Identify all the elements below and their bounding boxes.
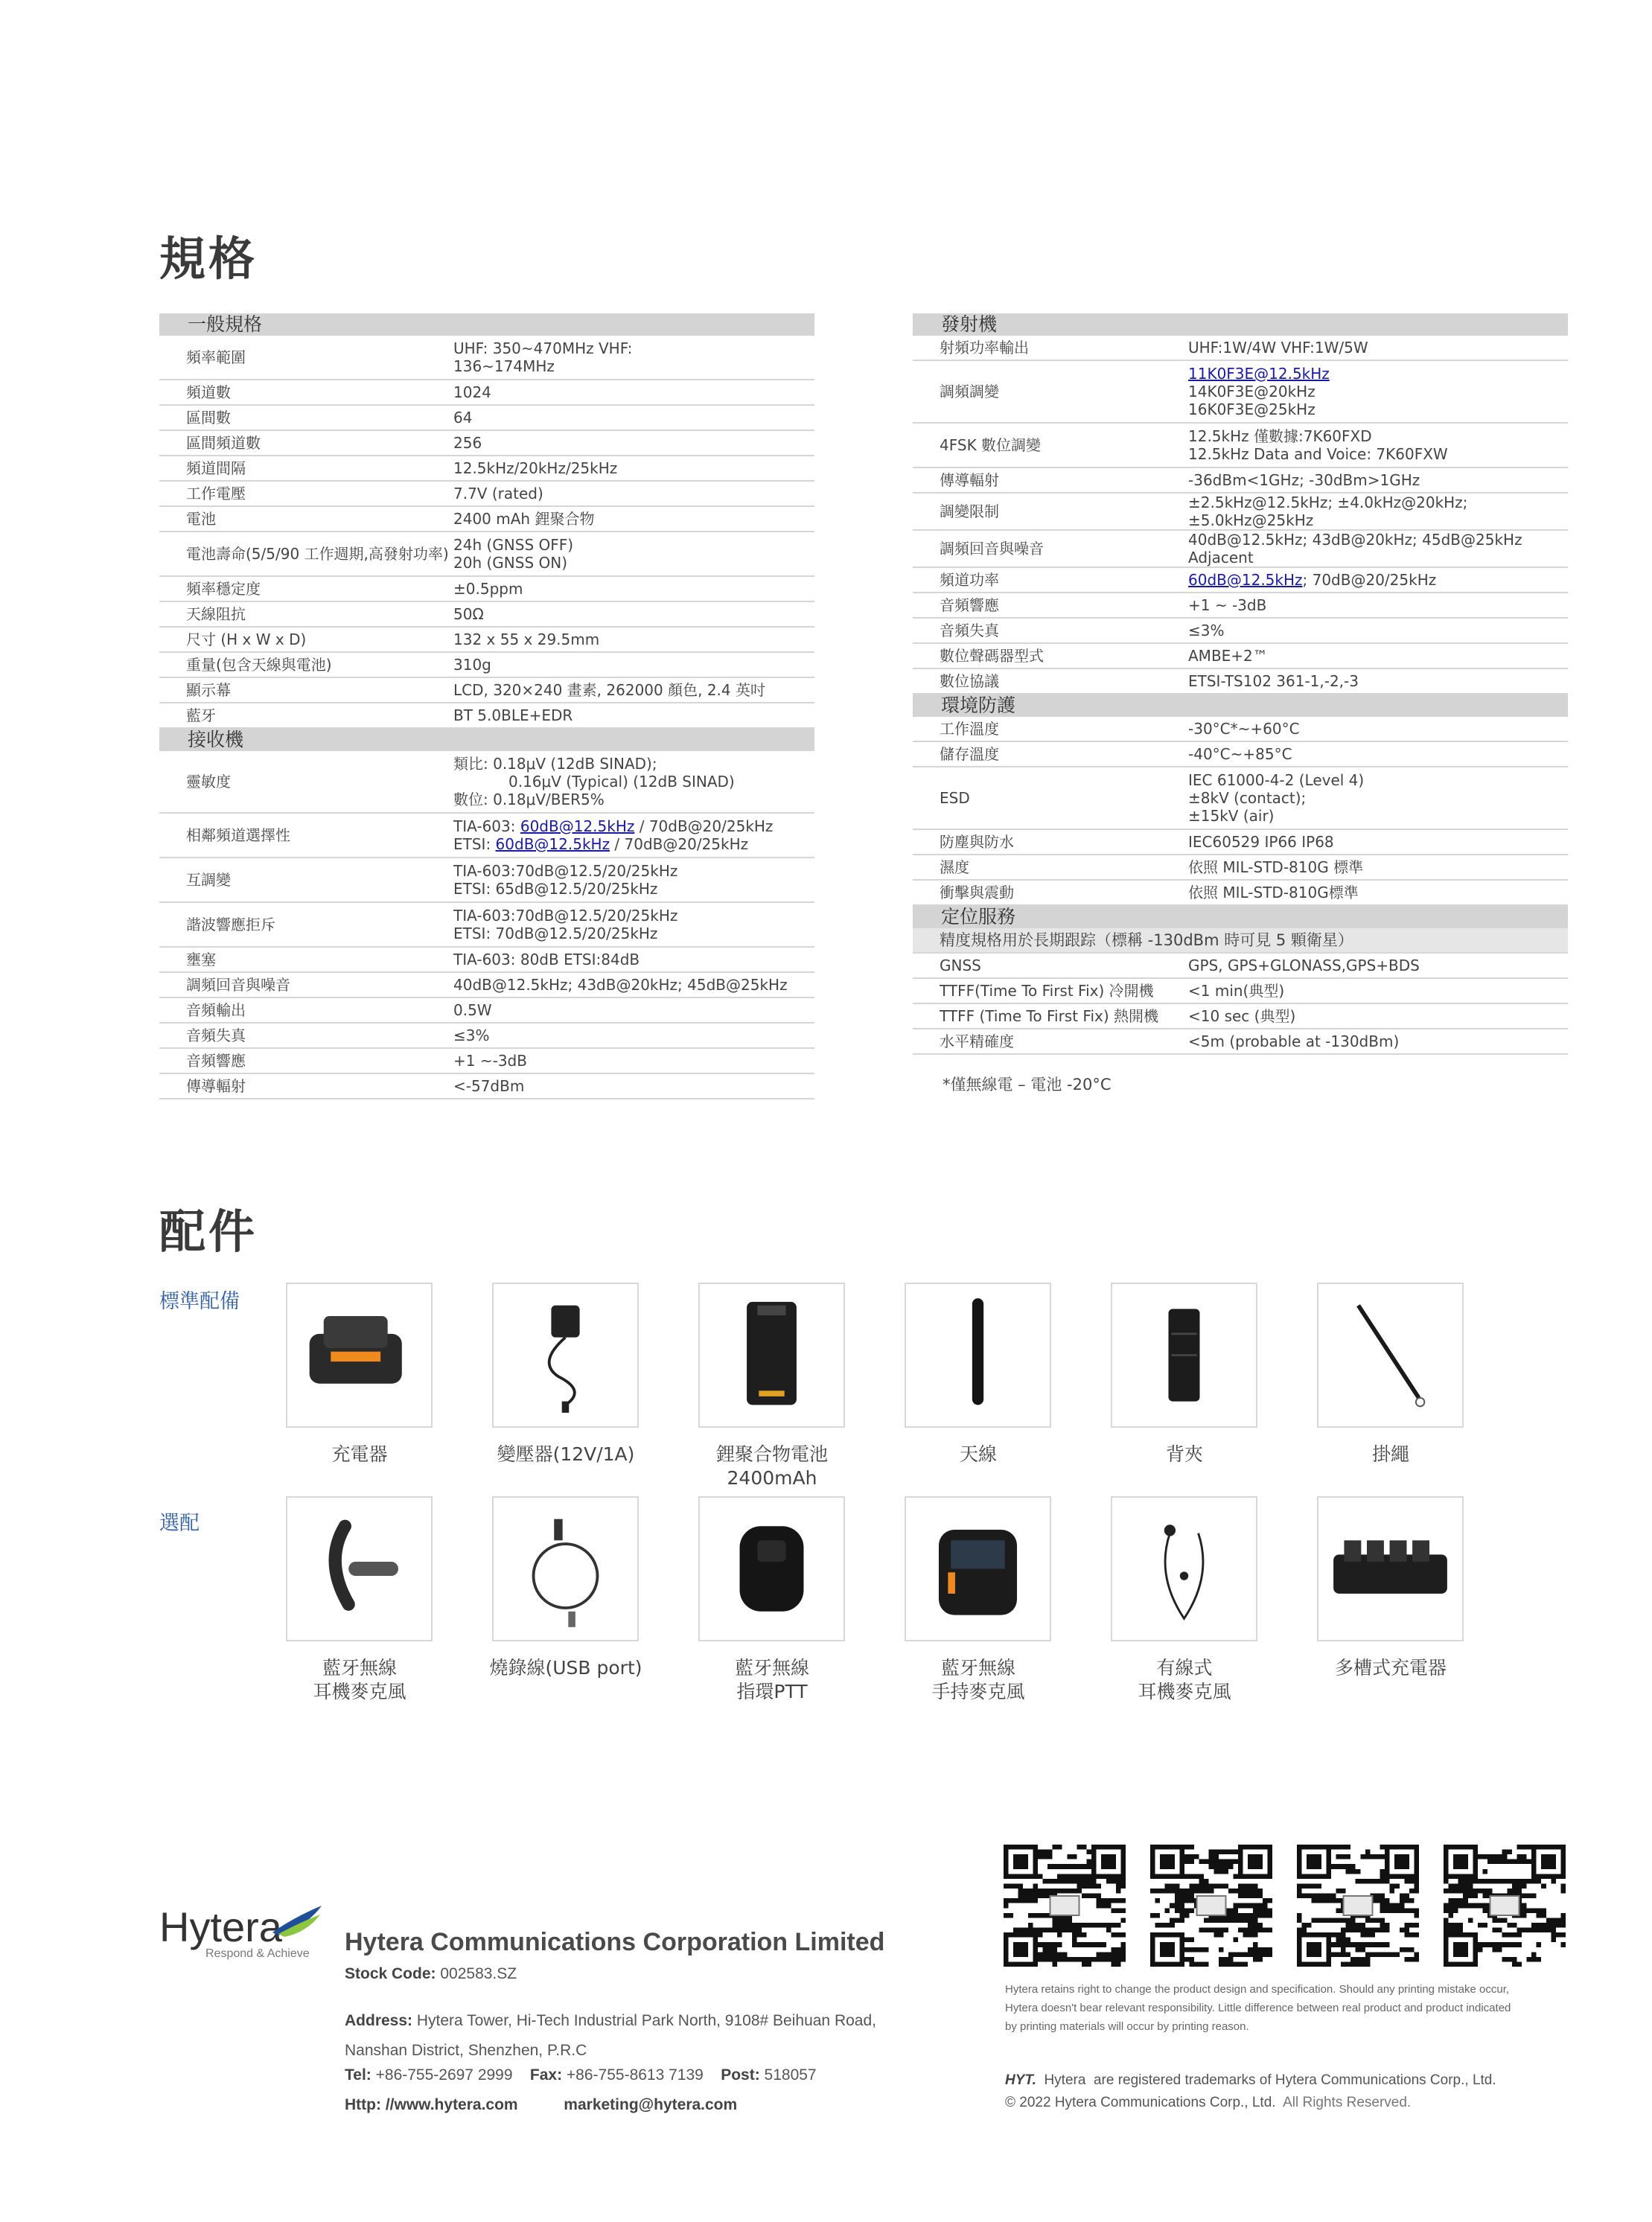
spec-value-line: -30°C*~+60°C: [1188, 720, 1300, 738]
spec-key: 水平精確度: [940, 1032, 1014, 1050]
spec-key: 調頻調變: [940, 383, 999, 400]
spec-link[interactable]: 60dB@12.5kHz: [1188, 571, 1303, 589]
spec-value-line: 50Ω: [453, 605, 484, 623]
spec-value: [453, 339, 814, 375]
website-link[interactable]: //www.hytera.com: [385, 2096, 518, 2113]
accessory-image: [698, 1283, 845, 1428]
spec-row: [913, 669, 1568, 695]
spec-row: [159, 507, 814, 532]
spec-value: [453, 580, 814, 598]
spec-value: [453, 1077, 814, 1095]
spec-value-line: LCD, 320×240 畫素, 262000 顏色, 2.4 英吋: [453, 681, 765, 699]
spec-value-line: ETSI: 65dB@12.5/20/25kHz: [453, 880, 658, 898]
spec-value-line: TIA-603:70dB@12.5/20/25kHz: [453, 862, 678, 880]
address: [345, 2006, 876, 2066]
spec-row: [159, 653, 814, 678]
spec-value: [1188, 957, 1568, 974]
qr-code-icon: [1297, 1845, 1419, 1967]
spec-value: [1188, 471, 1568, 489]
spec-row: [913, 593, 1568, 619]
qr-code-icon: [1004, 1845, 1126, 1967]
spec-key: 工作電壓: [186, 485, 246, 502]
fax-label: Fax:: [529, 2066, 563, 2084]
spec-value-line: 132 x 55 x 29.5mm: [453, 630, 600, 648]
spec-value: [1188, 365, 1568, 418]
spec-value: [453, 1027, 814, 1044]
spec-value-line: ETSI: 70dB@12.5/20/25kHz: [453, 925, 658, 942]
spec-value-line: 0.16μV (Typical) (12dB SINAD): [508, 773, 735, 791]
spec-link[interactable]: 60dB@12.5kHz: [495, 835, 610, 853]
spec-key: 天線阻抗: [186, 605, 246, 623]
spec-value: [1188, 622, 1568, 639]
spec-value: [453, 605, 814, 623]
spec-value: [1188, 1032, 1568, 1050]
belt-clip-icon: [1112, 1284, 1256, 1429]
accessory-image: [1111, 1496, 1257, 1641]
spec-value-line: AMBE+2™: [1188, 647, 1268, 665]
spec-value: [453, 862, 814, 898]
spec-key: 音頻響應: [186, 1052, 246, 1070]
spec-value: [1188, 745, 1568, 763]
disclaimer-line: Hytera doesn't bear relevant responsibility. Little difference between real product and product indicated: [1005, 2002, 1511, 2014]
spec-value: [453, 485, 814, 502]
accessory-caption: 藍牙無線 手持麥克風: [931, 1657, 1025, 1702]
spec-key: 音頻響應: [940, 596, 999, 614]
spec-key: 頻道功率: [940, 571, 999, 589]
spec-value-line: 310g: [453, 656, 491, 674]
accessory-caption: 有線式 耳機麥克風: [1138, 1657, 1231, 1702]
spec-value: [1188, 571, 1568, 589]
spec-value: [453, 976, 814, 994]
spec-key: 頻率穩定度: [186, 580, 261, 598]
rights-text: All Rights Reserved.: [1283, 2095, 1412, 2110]
section-header-positioning: [913, 906, 1568, 928]
spec-key: 頻道間隔: [186, 459, 246, 477]
spec-key: 射頻功率輸出: [940, 339, 1029, 357]
spec-row: [913, 494, 1568, 531]
standard-label: 標準配備: [159, 1290, 240, 1313]
spec-value-line: -40°C~+85°C: [1188, 745, 1292, 763]
accessory-caption: 燒錄線(USB port): [489, 1657, 642, 1679]
trademark-text: are registered trademarks of Hytera Communications Corp., Ltd.: [1093, 2072, 1496, 2088]
spec-value-line: 類比: 0.18μV (12dB SINAD);: [453, 755, 657, 773]
spec-value-line: TIA-603: 80dB ETSI:84dB: [453, 951, 640, 968]
spec-key: 傳導輻射: [186, 1077, 246, 1095]
section-title: 發射機: [941, 313, 998, 335]
spec-row: [159, 814, 814, 858]
speaker-mic-icon: [906, 1498, 1050, 1643]
tel-value: +86-755-2697 2999: [375, 2066, 513, 2084]
disclaimer-line: by printing materials will occur by printing reason.: [1005, 2020, 1249, 2033]
spec-link[interactable]: 60dB@12.5kHz: [520, 817, 635, 835]
spec-row: [913, 767, 1568, 830]
spec-value: [453, 706, 814, 724]
spec-row: [913, 424, 1568, 468]
spec-key: GNSS: [940, 957, 981, 974]
section-title: 接收機: [188, 729, 244, 750]
spec-value: [1188, 771, 1568, 825]
copyright-line: [1005, 2095, 1411, 2111]
spec-row: [159, 751, 814, 814]
stock-code: [345, 1965, 517, 1983]
spec-value: [1188, 339, 1568, 357]
accessory-caption: 天線: [959, 1443, 997, 1465]
spec-key: 頻率範圍: [186, 348, 246, 366]
spec-row: [913, 568, 1568, 593]
section-title: 定位服務: [941, 906, 1016, 928]
section-title: 一般規格: [188, 313, 263, 335]
spec-value-line: 12.5kHz Data and Voice: 7K60FXW: [1188, 445, 1448, 463]
spec-value: [453, 630, 814, 648]
contact-line: [345, 2066, 817, 2084]
logo-wordmark: Hytera: [159, 1903, 282, 1950]
spec-value-line: <5m (probable at -130dBm): [1188, 1032, 1400, 1050]
spec-value-line: 16K0F3E@25kHz: [1188, 400, 1315, 418]
spec-key: ESD: [940, 789, 970, 807]
accessories-title: 配件: [159, 1204, 258, 1259]
spec-value-line: ≤3%: [453, 1027, 490, 1044]
company-name: Hytera Communications Corporation Limited: [345, 1928, 885, 1956]
hyt-logo: HYT.: [1005, 2072, 1036, 2088]
spec-value-line: [1188, 365, 1563, 383]
spec-row: [159, 948, 814, 973]
spec-value-line: 12.5kHz/20kHz/25kHz: [453, 459, 618, 477]
spec-row: [159, 1049, 814, 1074]
spec-key: 電池: [186, 510, 216, 528]
spec-value-line: ±15kV (air): [1188, 807, 1275, 825]
spec-link[interactable]: 11K0F3E@12.5kHz: [1188, 365, 1330, 383]
spec-value-line: 1024: [453, 383, 491, 401]
spec-value: [453, 907, 814, 942]
spec-value: [453, 459, 814, 477]
accessory-caption: 藍牙無線 指環PTT: [734, 1657, 809, 1702]
accessory-image: [1317, 1283, 1464, 1428]
spec-row: [159, 628, 814, 653]
stock-value: 002583.SZ: [440, 1965, 517, 1982]
logo-tagline: Respond & Achieve: [205, 1947, 310, 1960]
spec-value-line: +1 ~-3dB: [453, 1052, 527, 1070]
accessory-caption: 多槽式充電器: [1334, 1657, 1447, 1679]
accessory-caption: 背夾: [1165, 1443, 1203, 1465]
spec-key: 尺寸 (H x W x D): [186, 630, 307, 648]
accessory-caption: 鋰聚合物電池 2400mAh: [715, 1443, 828, 1489]
disclaimer-line: Hytera retains right to change the product design and specification. Should any printing mistake occur,: [1005, 1983, 1510, 1996]
spec-value: [453, 510, 814, 528]
spec-value-line: 依照 MIL-STD-810G 標準: [1188, 858, 1364, 876]
section-header-general: [159, 313, 814, 336]
spec-value-line: 40dB@12.5kHz; 43dB@20kHz; 45dB@25kHz: [453, 976, 788, 994]
optional-label: 選配: [159, 1512, 200, 1535]
spec-value: [453, 383, 814, 401]
accessory-image: [1111, 1283, 1257, 1428]
tel-label: Tel:: [345, 2066, 371, 2084]
usb-cable-icon: [494, 1498, 637, 1643]
bt-earpiece-icon: [287, 1498, 431, 1643]
spec-value-line: 60dB@12.5kHz; 70dB@20/25kHz: [1188, 571, 1437, 589]
spec-value-line: ≤3%: [1188, 622, 1225, 639]
spec-row: [159, 678, 814, 703]
strap-icon: [1318, 1284, 1462, 1429]
spec-key: TTFF(Time To First Fix) 冷開機: [940, 982, 1154, 1000]
spec-left-column: [159, 313, 814, 1099]
spec-row: [913, 881, 1568, 906]
spec-value: [453, 536, 814, 572]
spec-value-line: 0.5W: [453, 1001, 492, 1019]
adapter-icon: [494, 1284, 637, 1429]
spec-row: [913, 1004, 1568, 1029]
spec-key: 靈敏度: [186, 773, 231, 791]
spec-key: 調頻回音與噪音: [186, 976, 290, 994]
spec-row: [913, 468, 1568, 494]
spec-key: 防塵與防水: [940, 833, 1014, 851]
spec-key: 音頻輸出: [186, 1001, 246, 1019]
spec-row: [913, 644, 1568, 669]
accessory-image: [1317, 1496, 1464, 1641]
spec-value-line: 7.7V (rated): [453, 485, 543, 502]
spec-value: [1188, 833, 1568, 851]
spec-key: 數位協議: [940, 672, 999, 690]
http-label: Http:: [345, 2096, 381, 2113]
spec-key: 傳導輻射: [940, 471, 999, 489]
spec-key: 相鄰頻道選擇性: [186, 826, 290, 844]
spec-value-line: <10 sec (典型): [1188, 1007, 1296, 1025]
spec-value-line: <-57dBm: [453, 1077, 525, 1095]
antenna-icon: [906, 1284, 1050, 1429]
positioning-note-row: [913, 928, 1568, 954]
address-label: Address:: [345, 2012, 413, 2029]
spec-row: [159, 602, 814, 628]
spec-value-line: IEC60529 IP66 IP68: [1188, 833, 1334, 851]
spec-value: [453, 1052, 814, 1070]
spec-value: [453, 817, 814, 853]
hytera-logo: [159, 1903, 316, 1965]
spec-value: [1188, 596, 1568, 614]
spec-value-line: 64: [453, 409, 473, 427]
spec-value: [1188, 982, 1568, 1000]
spec-value: [453, 656, 814, 674]
spec-row: [159, 532, 814, 577]
section-header-receiver: [159, 729, 814, 751]
accessory-image: [286, 1496, 433, 1641]
copyright-text: © 2022 Hytera Communications Corp., Ltd.: [1005, 2095, 1276, 2110]
spec-row: [913, 855, 1568, 881]
spec-key: 調變限制: [940, 502, 999, 520]
spec-value: [1188, 427, 1568, 463]
spec-value-line: 136~174MHz: [453, 357, 555, 375]
spec-value: [1188, 647, 1568, 665]
ring-ptt-icon: [700, 1498, 843, 1643]
spec-key: 諧波響應拒斥: [186, 916, 275, 933]
spec-value: [453, 434, 814, 452]
disclaimer: [1005, 1980, 1511, 2036]
spec-value: [1188, 720, 1568, 738]
spec-value: [1188, 531, 1568, 566]
accessory-caption: 充電器: [331, 1443, 388, 1465]
accessory-caption: 藍牙無線 耳機麥克風: [313, 1657, 406, 1702]
spec-value-line: <1 min(典型): [1188, 982, 1285, 1000]
battery-icon: [700, 1284, 843, 1429]
spec-row: [159, 456, 814, 482]
address-line-2: Nanshan District, Shenzhen, P.R.C: [345, 2042, 587, 2059]
spec-value-line: BT 5.0BLE+EDR: [453, 706, 573, 724]
email-link[interactable]: marketing@hytera.com: [564, 2096, 738, 2113]
spec-value: [1188, 884, 1568, 901]
spec-value-line: 24h (GNSS OFF): [453, 536, 574, 554]
spec-key: 音頻失真: [186, 1027, 246, 1044]
spec-row: [913, 531, 1568, 568]
spec-value-line: +1 ~ -3dB: [1188, 596, 1267, 614]
spec-value: [453, 951, 814, 968]
positioning-note: 精度規格用於長期跟踪（標稱 -130dBm 時可見 5 顆衛星）: [940, 931, 1353, 949]
accessory-image: [905, 1283, 1051, 1428]
spec-key: 數位聲碼器型式: [940, 647, 1044, 665]
spec-row: [913, 1029, 1568, 1055]
accessory-image: [698, 1496, 845, 1641]
spec-key: 頻道數: [186, 383, 231, 401]
spec-value-line: 12.5kHz 僅數據:7K60FXD: [1188, 427, 1372, 445]
spec-key: 音頻失真: [940, 622, 999, 639]
spec-row: [913, 336, 1568, 361]
logo-wing-icon: [271, 1903, 323, 1940]
accessory-image: [905, 1496, 1051, 1641]
spec-key: 區間頻道數: [186, 434, 261, 452]
post-value: 518057: [764, 2066, 817, 2084]
accessory-image: [286, 1283, 433, 1428]
stock-label: Stock Code:: [345, 1965, 436, 1982]
spec-row: [913, 717, 1568, 742]
spec-row: [913, 830, 1568, 855]
spec-key: 區間數: [186, 409, 231, 427]
spec-row: [913, 361, 1568, 424]
spec-value-line: 依照 MIL-STD-810G標準: [1188, 884, 1359, 901]
spec-value-line: TIA-603:70dB@12.5/20/25kHz: [453, 907, 678, 925]
spec-key: 壅塞: [186, 951, 216, 968]
spec-value: [453, 409, 814, 427]
spec-key: 調頻回音與噪音: [940, 540, 1044, 558]
section-header-transmitter: [913, 313, 1568, 336]
spec-row: [159, 431, 814, 456]
spec-value: [453, 1001, 814, 1019]
accessory-caption: 變壓器(12V/1A): [497, 1443, 635, 1465]
spec-key: 濕度: [940, 858, 969, 876]
spec-row: [913, 619, 1568, 644]
spec-value-line: ETSI: 60dB@12.5kHz / 70dB@20/25kHz: [453, 835, 749, 853]
spec-value: [1188, 494, 1568, 529]
spec-value-line: 2400 mAh 鋰聚合物: [453, 510, 595, 528]
spec-key: 4FSK 數位調變: [940, 436, 1042, 454]
spec-value-line: 20h (GNSS ON): [453, 554, 567, 572]
spec-key: 衝擊與震動: [940, 884, 1014, 901]
spec-row: [159, 973, 814, 998]
spec-row: [159, 336, 814, 380]
spec-row: [159, 1074, 814, 1099]
section-header-environment: [913, 695, 1568, 717]
spec-value-line: 14K0F3E@20kHz: [1188, 383, 1315, 400]
spec-value: [453, 755, 814, 808]
spec-key: 互調變: [186, 871, 231, 889]
qr-code-icon: [1150, 1845, 1272, 1967]
post-label: Post:: [721, 2066, 760, 2084]
spec-key: 藍牙: [186, 706, 216, 724]
spec-row: [913, 954, 1568, 979]
spec-value-line: TIA-603: 60dB@12.5kHz / 70dB@20/25kHz: [453, 817, 774, 835]
spec-value-line: 數位: 0.18μV/BER5%: [453, 791, 605, 808]
charger-icon: [287, 1284, 431, 1429]
fax-value: +86-755-8613 7139: [566, 2066, 704, 2084]
spec-row: [159, 406, 814, 431]
accessory-image: [492, 1283, 639, 1428]
spec-key: 工作溫度: [940, 720, 999, 738]
spec-right-column: [913, 313, 1568, 1095]
spec-value-line: 256: [453, 434, 482, 452]
spec-value: [1188, 1007, 1568, 1025]
multi-charger-icon: [1318, 1498, 1462, 1643]
web-line: [345, 2096, 737, 2114]
spec-value: [1188, 672, 1568, 690]
spec-row: [159, 903, 814, 948]
spec-key: TTFF (Time To First Fix) 熱開機: [940, 1007, 1159, 1025]
spec-value-line: ETSI-TS102 361-1,-2,-3: [1188, 672, 1359, 690]
spec-value-line: UHF: 350~470MHz VHF:: [453, 339, 633, 357]
spec-row: [159, 858, 814, 903]
spec-value-line: 40dB@12.5kHz; 43dB@20kHz; 45dB@25kHz Adjacent: [1188, 531, 1522, 566]
spec-title: 規格: [159, 232, 258, 286]
address-line-1: Hytera Tower, Hi-Tech Industrial Park North, 9108# Beihuan Road,: [416, 2012, 876, 2029]
footnote: *僅無線電 – 電池 -20°C: [943, 1076, 1112, 1094]
spec-key: 重量(包含天線與電池): [186, 656, 332, 674]
spec-row: [913, 742, 1568, 767]
spec-value-line: -36dBm<1GHz; -30dBm>1GHz: [1188, 471, 1420, 489]
qr-code-icon: [1444, 1845, 1566, 1967]
spec-row: [159, 482, 814, 507]
spec-value-line: ±0.5ppm: [453, 580, 523, 598]
hytera-small-logo: Hytera: [1044, 2072, 1086, 2088]
section-title: 環境防護: [941, 695, 1016, 716]
spec-key: 電池壽命(5/5/90 工作週期,高發射功率): [186, 545, 449, 563]
spec-row: [159, 1024, 814, 1049]
spec-row: [159, 577, 814, 602]
spec-row: [159, 703, 814, 729]
spec-value-line: IEC 61000-4-2 (Level 4): [1188, 771, 1365, 789]
spec-value-line: ±8kV (contact);: [1188, 789, 1307, 807]
spec-key: 儲存溫度: [940, 745, 999, 763]
trademark-line: [1005, 2072, 1496, 2089]
spec-value: [1188, 858, 1568, 876]
spec-value-line: ±2.5kHz@12.5kHz; ±4.0kHz@20kHz; ±5.0kHz@25kHz: [1188, 494, 1468, 529]
accessory-caption: 掛繩: [1371, 1443, 1409, 1465]
spec-value-line: GPS, GPS+GLONASS,GPS+BDS: [1188, 957, 1420, 974]
spec-value-line: UHF:1W/4W VHF:1W/5W: [1188, 339, 1368, 357]
spec-row: [159, 380, 814, 406]
spec-row: [913, 979, 1568, 1004]
accessory-image: [492, 1496, 639, 1641]
spec-row: [159, 998, 814, 1024]
spec-key: 顯示幕: [186, 681, 231, 699]
wired-earpiece-icon: [1112, 1498, 1256, 1643]
spec-value: [453, 681, 814, 699]
